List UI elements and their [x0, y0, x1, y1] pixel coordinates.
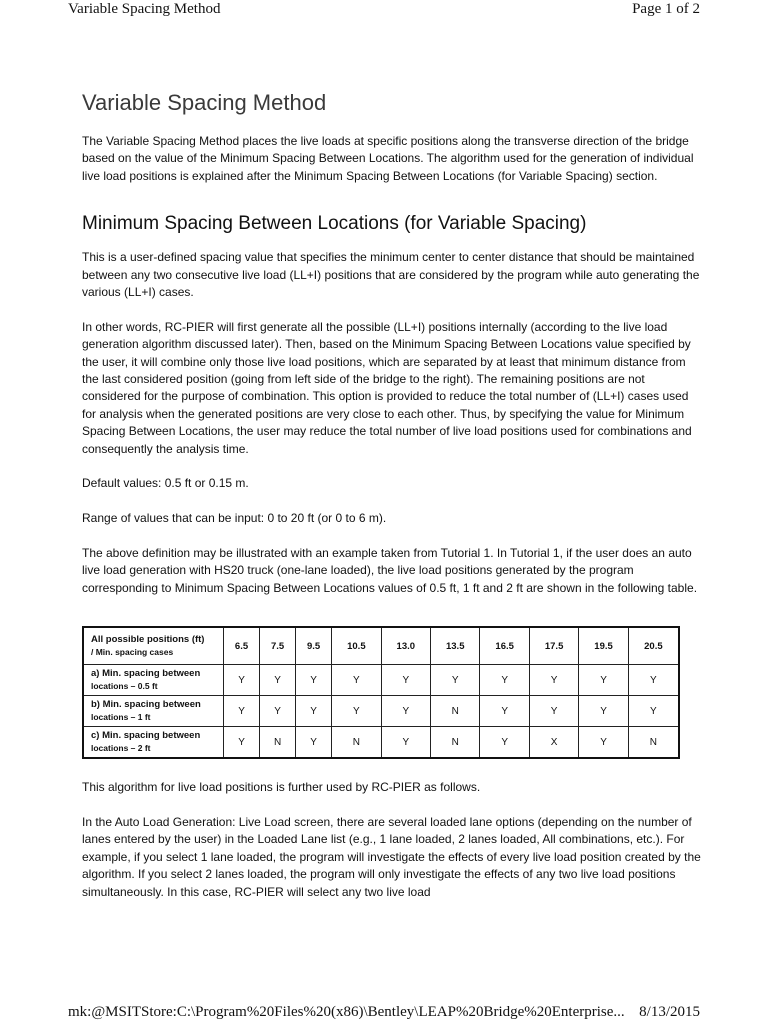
algorithm-use-paragraph: This algorithm for live load positions is further used by RC-PIER as follows. — [82, 780, 481, 795]
position-header: 9.5 — [296, 627, 332, 665]
table-cell: Y — [480, 665, 529, 696]
table-row — [83, 696, 679, 727]
position-header: 10.5 — [332, 627, 381, 665]
position-header: 6.5 — [224, 627, 260, 665]
load-generation-paragraph: In the Auto Load Generation: Live Load screen, there are several loaded lane options (depending on the number of lanes entered by the user) in the Loaded Lane list (e.g., 1 lane loaded, 2 lanes loaded, All combinations, etc.). For example, if you select 1 lane loaded, the program will investigate the effects of every live load position created by the algorithm. If you select 2 lanes loaded, the program will only investigate the effects of any two live load positions simultaneously. In this case, RC-PIER will select any two live load — [82, 815, 701, 899]
table-row — [83, 727, 679, 759]
table-cell: Y — [260, 696, 296, 727]
table-cell: Y — [579, 696, 628, 727]
row-header-line1: b) Min. spacing between — [91, 699, 201, 711]
row-header-line2: locations – 1 ft — [91, 712, 151, 723]
positions-table — [82, 626, 680, 759]
table-header-row — [83, 627, 679, 665]
table-cell: Y — [579, 727, 628, 759]
table-corner-header — [83, 627, 224, 665]
range-paragraph: Range of values that can be input: 0 to 20 ft (or 0 to 6 m). — [82, 511, 387, 526]
position-header: 13.0 — [381, 627, 430, 665]
table-cell: Y — [381, 665, 430, 696]
row-header — [83, 727, 224, 759]
table-cell: Y — [628, 665, 679, 696]
table-cell: N — [628, 727, 679, 759]
table-cell: X — [529, 727, 578, 759]
table-cell: N — [431, 727, 480, 759]
row-header-line1: c) Min. spacing between — [91, 730, 201, 742]
table-cell: Y — [224, 696, 260, 727]
position-header: 19.5 — [579, 627, 628, 665]
table-cell: Y — [296, 665, 332, 696]
table-cell: Y — [529, 665, 578, 696]
table-row — [83, 665, 679, 696]
table-cell: Y — [480, 727, 529, 759]
page-header — [0, 0, 768, 22]
row-header-line2: locations – 2 ft — [91, 743, 151, 754]
table-cell: Y — [224, 727, 260, 759]
page-title: Variable Spacing Method — [82, 90, 327, 115]
table-cell: Y — [224, 665, 260, 696]
table-cell: Y — [296, 727, 332, 759]
source-path: mk:@MSITStore:C:\Program%20Files%20(x86)\Bentley\LEAP%20Bridge%20Enterprise... — [68, 1004, 625, 1020]
table-cell: Y — [332, 696, 381, 727]
corner-header-line2: / Min. spacing cases — [91, 647, 174, 658]
position-header: 7.5 — [260, 627, 296, 665]
position-header: 13.5 — [431, 627, 480, 665]
position-header: 16.5 — [480, 627, 529, 665]
table-cell: N — [332, 727, 381, 759]
table-cell: Y — [628, 696, 679, 727]
default-values-paragraph: Default values: 0.5 ft or 0.15 m. — [82, 476, 249, 491]
table-cell: Y — [260, 665, 296, 696]
table-cell: Y — [579, 665, 628, 696]
page-footer — [0, 1002, 768, 1024]
table-cell: Y — [381, 696, 430, 727]
definition-paragraph: This is a user-defined spacing value that specifies the minimum center to center distance that should be maintained between any two consecutive live load (LL+I) positions that are considered by the program while auto generating the various (LL+I) cases. — [82, 250, 700, 300]
corner-header-line1: All possible positions (ft) — [91, 634, 205, 646]
table-cell: Y — [431, 665, 480, 696]
header-title: Variable Spacing Method — [68, 1, 221, 17]
row-header — [83, 696, 224, 727]
table-cell: Y — [480, 696, 529, 727]
position-header: 17.5 — [529, 627, 578, 665]
table-cell: N — [431, 696, 480, 727]
table-cell: Y — [296, 696, 332, 727]
position-header: 20.5 — [628, 627, 679, 665]
table-cell: Y — [381, 727, 430, 759]
section-title: Minimum Spacing Between Locations (for Variable Spacing) — [82, 213, 587, 235]
explanation-paragraph: In other words, RC-PIER will first generate all the possible (LL+I) positions internally (according to the live load generation algorithm discussed later). Then, based on the Minimum Spacing Between Locations value specified by the user, it will combine only those live load positions, which are separated by at least that minimum distance from the last considered position (going from left side of the bridge to the right). The remaining positions are not considered for the purpose of combination. This option is provided to reduce the total number of (LL+I) cases used for analysis when the generated positions are very close to each other. Thus, by specifying the value for Minimum Spacing Between Locations, the user may reduce the total number of live load positions used for combinations and consequently the analysis time. — [82, 319, 692, 456]
table-cell: Y — [332, 665, 381, 696]
row-header-line1: a) Min. spacing between — [91, 668, 201, 680]
example-paragraph: The above definition may be illustrated with an example taken from Tutorial 1. In Tutorial 1, if the user does an auto live load generation with HS20 truck (one-lane loaded), the live load positions generated by the program corresponding to Minimum Spacing Between Locations values of 0.5 ft, 1 ft and 2 ft are shown in the following table. — [82, 546, 698, 595]
table-cell: Y — [529, 696, 578, 727]
print-date: 8/13/2015 — [639, 1004, 700, 1020]
table-cell: N — [260, 727, 296, 759]
document-body — [82, 90, 702, 901]
page-number: Page 1 of 2 — [632, 1, 700, 17]
intro-paragraph: The Variable Spacing Method places the live loads at specific positions along the transverse direction of the bridge based on the value of the Minimum Spacing Between Locations. The algorithm used for the generation of individual live load positions is explained after the Minimum Spacing Between Locations (for Variable Spacing) section. — [82, 134, 694, 183]
row-header-line2: locations – 0.5 ft — [91, 681, 158, 692]
row-header — [83, 665, 224, 696]
